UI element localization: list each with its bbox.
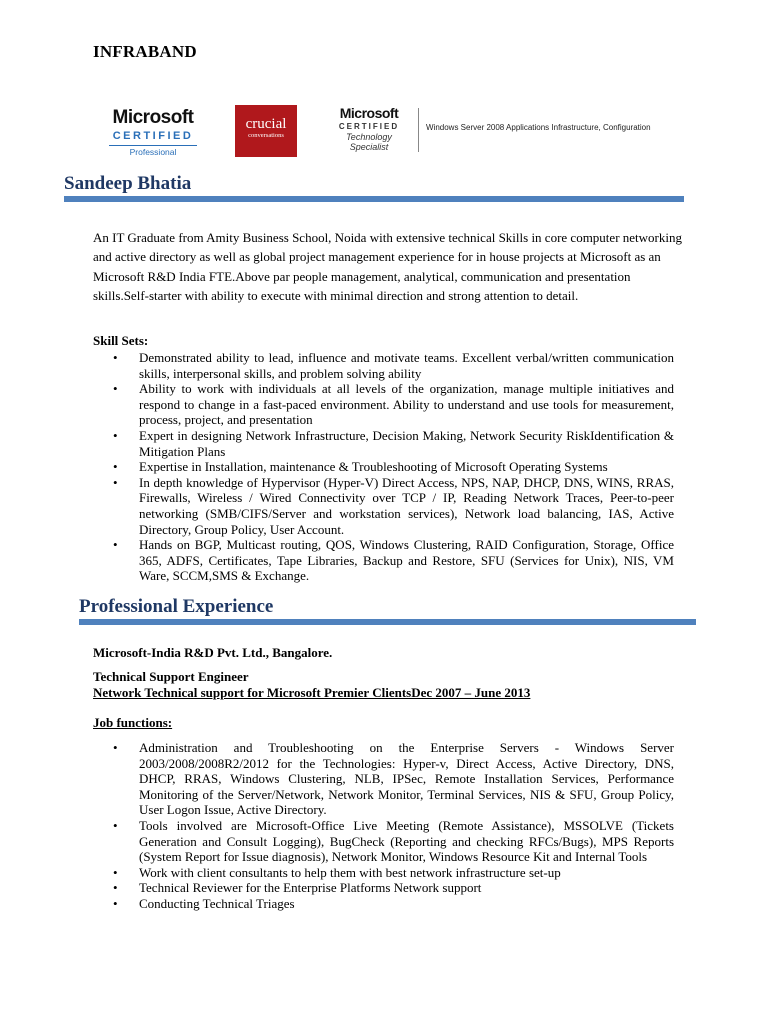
experience-rule [79, 619, 696, 625]
list-item: • Work with client consultants to help them with best network infrastructure set-up [93, 865, 674, 881]
list-item: • Administration and Troubleshooting on the Enterprise Servers - Windows Server 2003/2008/2008R2/2012 for the Technologies: Hyper-v, Direct Access, Active Directory, DNS, DHCP, RRAS, Windows Clustering, NLB, IPSec, Remote Installation Services, Performance Monitoring of the Server/Network, Network Monitor, Terminal Services, NIS & SFU, Group Policy, User Logon Issue, Active Directory. [93, 740, 674, 818]
list-item: • Expert in designing Network Infrastructure, Decision Making, Network Security RiskIdentification & Mitigation Plans [93, 428, 674, 459]
list-item: • Technical Reviewer for the Enterprise Platforms Network support [93, 880, 674, 896]
project-title: Network Technical support for Microsoft Premier ClientsDec 2007 – June 2013 [93, 685, 531, 700]
conversations-text: conversations [248, 132, 284, 139]
microsoft-certified-professional-logo [103, 108, 203, 157]
list-item: • Expertise in Installation, maintenance & Troubleshooting of Microsoft Operating Systems [93, 459, 674, 475]
job-role: Technical Support Engineer [93, 669, 249, 684]
job-functions-list [93, 740, 674, 912]
company-name: INFRABAND [93, 42, 197, 61]
candidate-name: Sandeep Bhatia [64, 173, 192, 194]
skills-heading: Skill Sets: [93, 333, 149, 348]
ms2-line2: Specialist [349, 142, 389, 152]
skills-list [93, 350, 674, 584]
employer-name: Microsoft-India R&D Pvt. Ltd., Bangalore. [93, 645, 333, 660]
windows-server-cert-text: Windows Server 2008 Applications Infrastructure, Configuration [426, 123, 651, 132]
ms2-line1: Technology [346, 132, 392, 142]
ms-level-text: Professional [109, 145, 197, 157]
ms2-cert-text: CERTIFIED [338, 122, 400, 131]
ms2-brand-text: Microsoft [339, 105, 399, 121]
crucial-text: crucial [245, 116, 287, 132]
job-functions-heading: Job functions: [93, 715, 173, 730]
microsoft-technology-specialist-logo [329, 106, 409, 152]
list-item: • Demonstrated ability to lead, influence and motivate teams. Excellent verbal/written communication skills, interpersonal skills, and problem solving ability [93, 350, 674, 381]
profile-summary: An IT Graduate from Amity Business School, Noida with extensive technical Skills in core computer networking and active directory as well as global project management experience for in house projects at Microsoft as an Microsoft R&D India FTE.Above par people management, analytical, communication and presentation skills.Self-starter with ability to execute with minimal direction and strong attention to detail. [93, 230, 682, 303]
ms-cert-text: CERTIFIED [112, 130, 194, 142]
logo-divider [418, 108, 419, 152]
list-item: • Hands on BGP, Multicast routing, QOS, Windows Clustering, RAID Configuration, Storage, Office 365, ADFS, Certificates, Tape Libraries, Backup and Restore, SFU (Services for Unix), NIS, VM Ware, SCCM,SMS & Exchange. [93, 537, 674, 584]
ms-brand-text: Microsoft [112, 107, 194, 128]
crucial-conversations-logo [235, 105, 297, 157]
list-item: • Conducting Technical Triages [93, 896, 674, 912]
list-item: • Ability to work with individuals at all levels of the organization, manage multiple initiatives and respond to change in a fast-paced environment. Ability to understand and use tools for measurement, process, project, and presentation [93, 381, 674, 428]
experience-heading: Professional Experience [79, 596, 274, 617]
list-item: • In depth knowledge of Hypervisor (Hyper-V) Direct Access, NPS, NAP, DHCP, DNS, WINS, RRAS, Firewalls, Wireless / Wired Connectivity over TCP / IP, Reading Network Traces, Peer-to-peer networking (SMB/CIFS/Server and workstation services), Network load balancing, IAS, Active Directory, Group Policy, User Account. [93, 475, 674, 537]
certification-logos [95, 104, 695, 164]
name-rule [64, 196, 684, 202]
list-item: • Tools involved are Microsoft-Office Live Meeting (Remote Assistance), MSSOLVE (Tickets Generation and Consult Logging), BugCheck (Reporting and checking RFCs/Bugs), MPS Reports (System Report for Issue diagnosis), Network Monitor, Windows Resource Kit and Internal Tools [93, 818, 674, 865]
